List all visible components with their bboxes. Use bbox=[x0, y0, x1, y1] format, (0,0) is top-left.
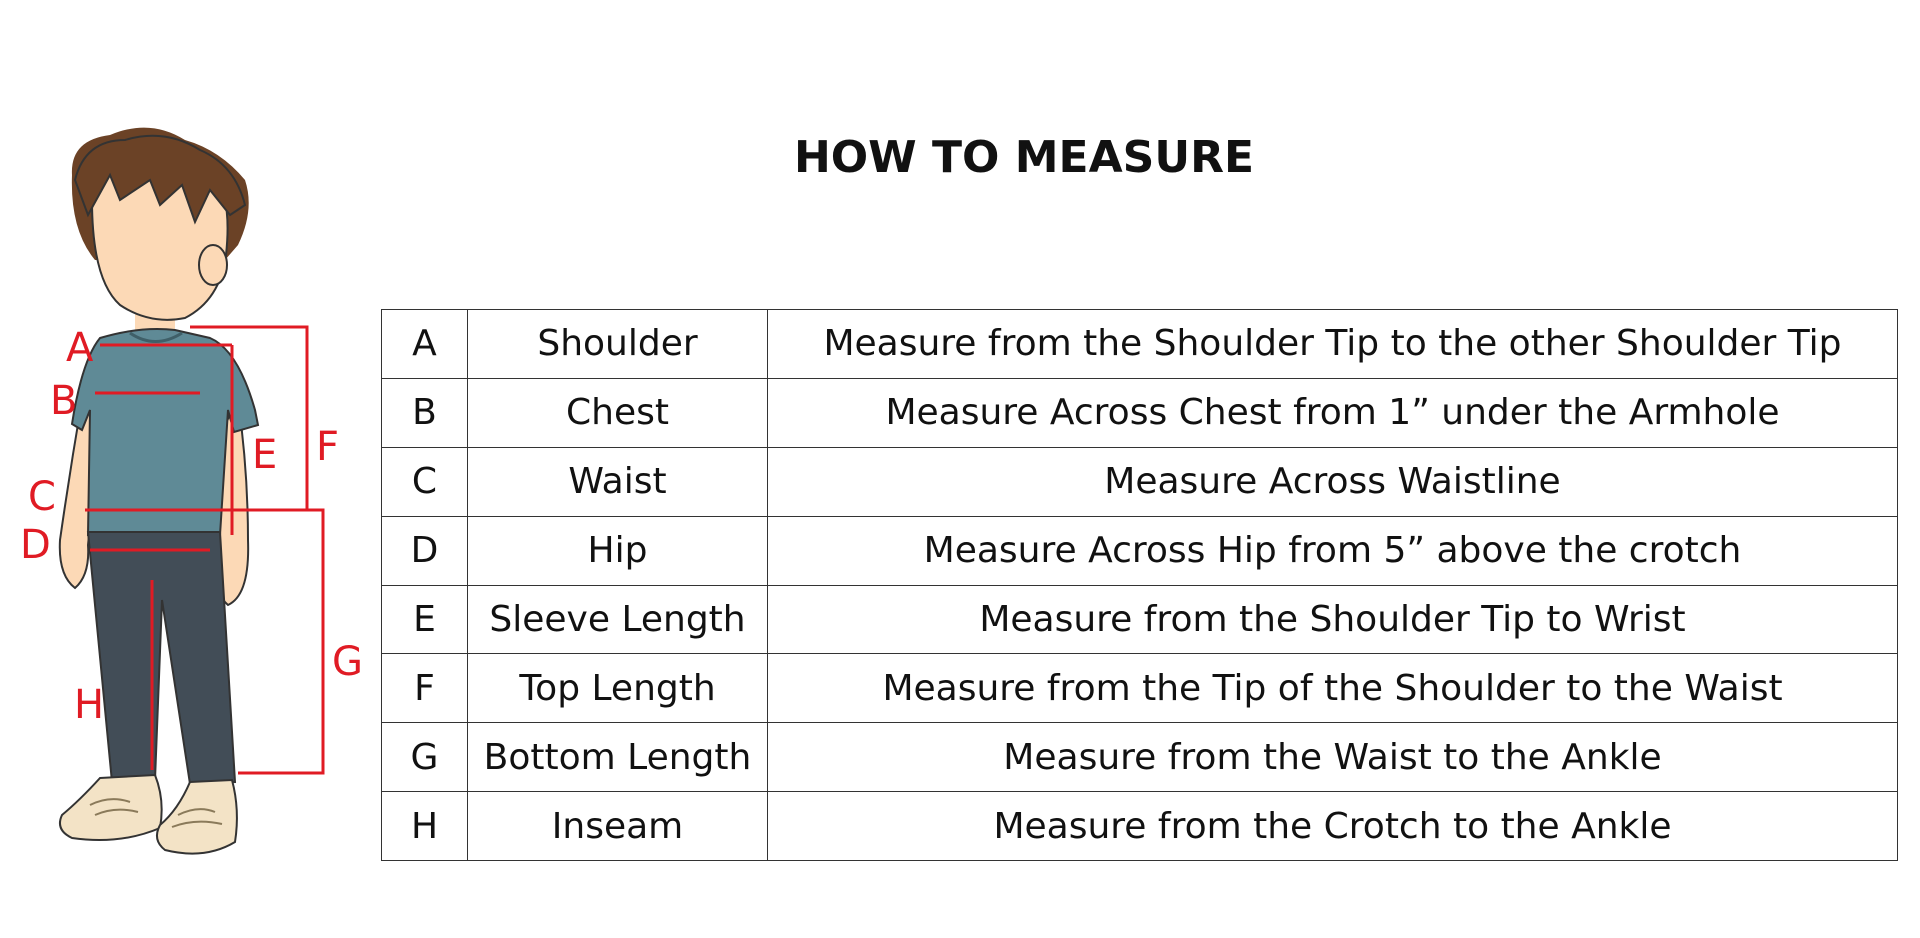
row-name: Inseam bbox=[468, 792, 768, 861]
table-row bbox=[382, 585, 1898, 654]
row-description: Measure from the Tip of the Shoulder to the Waist bbox=[768, 654, 1898, 723]
row-code: D bbox=[382, 516, 468, 585]
row-name: Shoulder bbox=[468, 310, 768, 379]
callout-h: H bbox=[74, 682, 105, 728]
row-description: Measure from the Waist to the Ankle bbox=[768, 723, 1898, 792]
row-description: Measure from the Shoulder Tip to Wrist bbox=[768, 585, 1898, 654]
table-row bbox=[382, 792, 1898, 861]
pants bbox=[88, 532, 235, 784]
row-code: C bbox=[382, 447, 468, 516]
table-row bbox=[382, 378, 1898, 447]
right-shoe bbox=[157, 780, 237, 854]
ear bbox=[199, 245, 227, 285]
row-description: Measure Across Waistline bbox=[768, 447, 1898, 516]
table-row bbox=[382, 723, 1898, 792]
row-code: H bbox=[382, 792, 468, 861]
callout-b: B bbox=[50, 378, 78, 424]
row-description: Measure from the Shoulder Tip to the other Shoulder Tip bbox=[768, 310, 1898, 379]
row-name: Chest bbox=[468, 378, 768, 447]
row-code: A bbox=[382, 310, 468, 379]
row-name: Hip bbox=[468, 516, 768, 585]
row-name: Top Length bbox=[468, 654, 768, 723]
callout-e: E bbox=[252, 432, 278, 478]
row-code: F bbox=[382, 654, 468, 723]
row-name: Waist bbox=[468, 447, 768, 516]
row-description: Measure from the Crotch to the Ankle bbox=[768, 792, 1898, 861]
callout-f: F bbox=[316, 424, 340, 470]
row-code: B bbox=[382, 378, 468, 447]
row-description: Measure Across Chest from 1” under the Armhole bbox=[768, 378, 1898, 447]
page-title: HOW TO MEASURE bbox=[793, 132, 1255, 183]
left-shoe bbox=[60, 775, 162, 840]
row-name: Bottom Length bbox=[468, 723, 768, 792]
callout-c: C bbox=[28, 474, 56, 520]
table-row bbox=[382, 516, 1898, 585]
row-code: E bbox=[382, 585, 468, 654]
callout-d: D bbox=[20, 522, 51, 568]
table-row bbox=[382, 310, 1898, 379]
callout-g: G bbox=[332, 639, 363, 685]
row-name: Sleeve Length bbox=[468, 585, 768, 654]
child-measurement-figure bbox=[0, 120, 370, 880]
row-description: Measure Across Hip from 5” above the crotch bbox=[768, 516, 1898, 585]
callout-a: A bbox=[66, 325, 94, 371]
row-code: G bbox=[382, 723, 468, 792]
table-row bbox=[382, 447, 1898, 516]
table-row bbox=[382, 654, 1898, 723]
measurement-table bbox=[381, 309, 1898, 861]
